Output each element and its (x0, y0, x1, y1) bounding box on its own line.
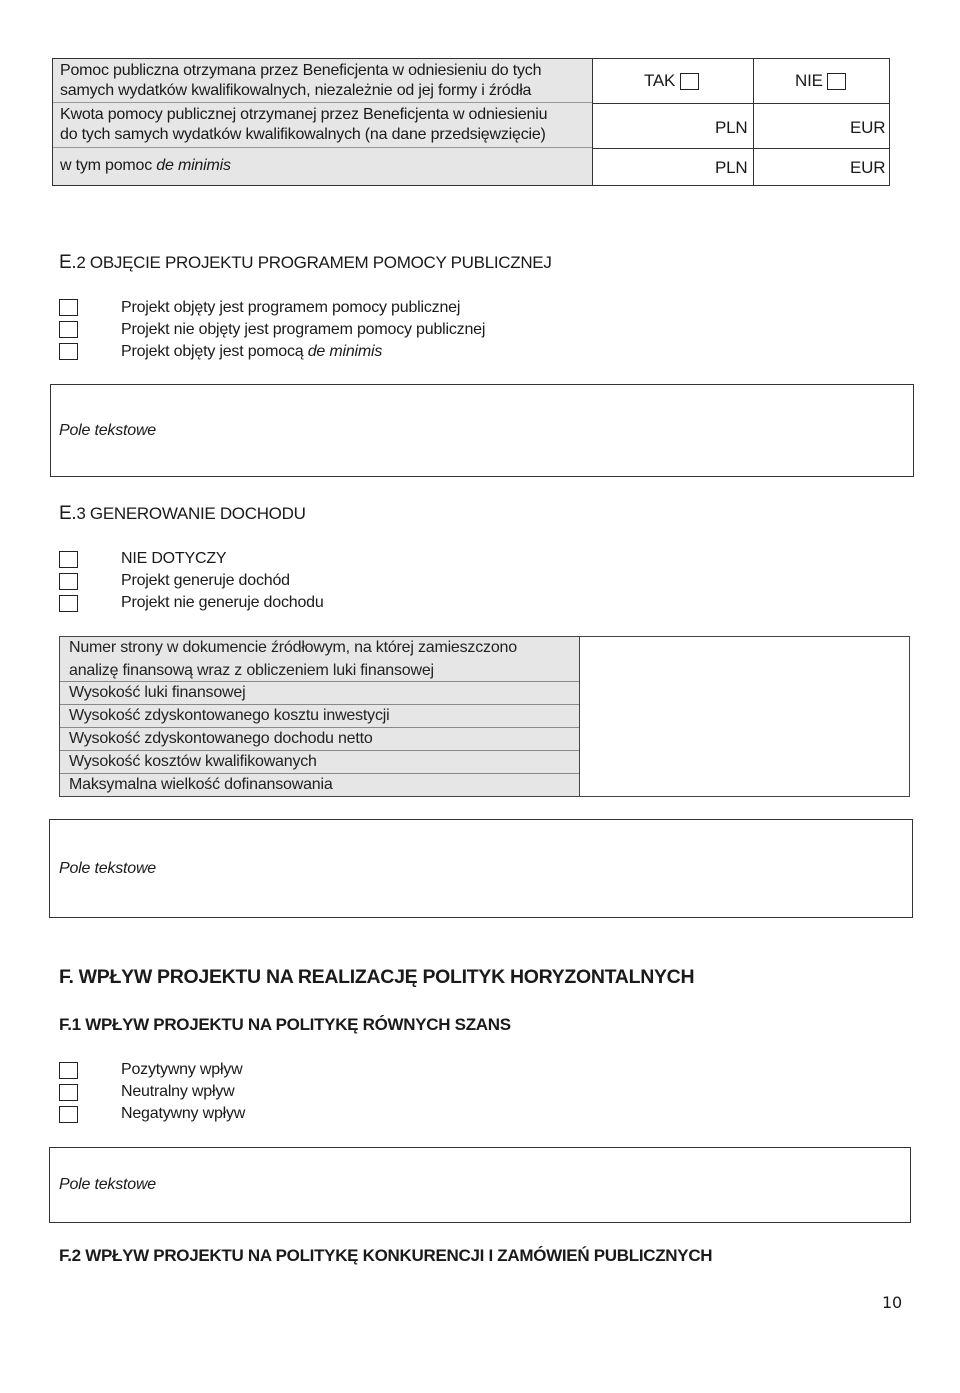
e3-option3-label: Projekt nie generuje dochodu (121, 594, 324, 611)
section-f-heading: F. WPŁYW PROJEKTU NA REALIZACJĘ POLITYK HORYZONTALNYCH (59, 966, 695, 988)
eligible-costs-row: Wysokość kosztów kwalifikowanych (60, 751, 579, 774)
aid-amount-label-line1: Kwota pomocy publicznej otrzymanej przez Beneficjenta w odniesieniu (60, 106, 548, 123)
f1-neutral-label: Neutralny wpływ (121, 1083, 235, 1100)
tak-checkbox[interactable] (680, 73, 699, 90)
source-page-label-line1: Numer strony w dokumencie źródłowym, na której zamieszczono (69, 639, 517, 656)
aid-received-label-line1: Pomoc publiczna otrzymana przez Beneficjenta w odniesieniu do tych (60, 62, 542, 79)
income-generation-labels (60, 637, 580, 796)
e3-option1-label: NIE DOTYCZY (121, 550, 227, 567)
f1-text-field-label: Pole tekstowe (59, 1176, 157, 1193)
de-minimis-pln-field[interactable]: PLN (715, 158, 748, 177)
e2-text-field[interactable] (50, 384, 914, 477)
public-aid-table-labels (53, 59, 593, 185)
nie-label: NIE (795, 71, 823, 90)
e3-text-field-label: Pole tekstowe (59, 860, 157, 877)
e2-option3-checkbox[interactable] (59, 343, 78, 360)
section-f2-heading: F.2 WPŁYW PROJEKTU NA POLITYKĘ KONKURENCJI I ZAMÓWIEŃ PUBLICZNYCH (59, 1246, 713, 1265)
de-minimis-eur-field[interactable]: EUR (850, 158, 886, 177)
f1-positive-label: Pozytywny wpływ (121, 1061, 243, 1078)
aid-amount-eur-field[interactable]: EUR (850, 118, 886, 137)
aid-amount-row (53, 103, 592, 148)
income-generation-table (59, 636, 910, 797)
income-generation-values[interactable] (580, 637, 909, 796)
e3-option2-checkbox[interactable] (59, 573, 78, 590)
e3-option1-checkbox[interactable] (59, 551, 78, 568)
e2-option2-checkbox[interactable] (59, 321, 78, 338)
e2-text-field-label: Pole tekstowe (59, 422, 157, 439)
tak-label: TAK (644, 71, 676, 90)
f1-text-field[interactable] (49, 1147, 911, 1223)
source-page-label-line2: analizę finansową wraz z obliczeniem luki finansowej (69, 661, 434, 679)
aid-received-row (53, 59, 592, 103)
aid-amount-pln-field[interactable]: PLN (715, 118, 748, 137)
f1-neutral-checkbox[interactable] (59, 1084, 78, 1101)
f1-positive-checkbox[interactable] (59, 1062, 78, 1079)
section-e2-heading: E.2 OBJĘCIE PROJEKTU PROGRAMEM POMOCY PUBLICZNEJ (59, 252, 552, 273)
section-e3-heading: E.3 GENEROWANIE DOCHODU (59, 503, 306, 524)
f1-negative-checkbox[interactable] (59, 1106, 78, 1123)
e2-option3-label: Projekt objęty jest pomocą de minimis (121, 343, 383, 360)
de-minimis-row (53, 148, 592, 185)
e3-text-field[interactable] (49, 819, 913, 918)
page-number: 10 (882, 1293, 902, 1312)
nie-checkbox[interactable] (827, 73, 846, 90)
e2-option2-label: Projekt nie objęty jest programem pomocy publicznej (121, 321, 486, 338)
aid-amount-label-line2: do tych samych wydatków kwalifikowalnych (na dane przedsięwzięcie) (60, 126, 546, 143)
section-f1-heading: F.1 WPŁYW PROJEKTU NA POLITYKĘ RÓWNYCH SZANS (59, 1015, 511, 1034)
aid-received-label-line2: samych wydatków kwalifikowalnych, niezależnie od jej formy i źródła (60, 82, 532, 99)
e3-option3-checkbox[interactable] (59, 595, 78, 612)
source-page-row (60, 637, 579, 682)
e2-option1-checkbox[interactable] (59, 299, 78, 316)
public-aid-table (52, 58, 890, 186)
max-funding-row: Maksymalna wielkość dofinansowania (60, 774, 579, 796)
f1-negative-label: Negatywny wpływ (121, 1105, 246, 1122)
e3-option2-label: Projekt generuje dochód (121, 572, 290, 589)
funding-gap-row: Wysokość luki finansowej (60, 682, 579, 705)
de-minimis-label: w tym pomoc de minimis (60, 157, 231, 174)
e2-option1-label: Projekt objęty jest programem pomocy publicznej (121, 299, 461, 316)
discounted-investment-row: Wysokość zdyskontowanego kosztu inwestycji (60, 705, 579, 728)
discounted-income-row: Wysokość zdyskontowanego dochodu netto (60, 728, 579, 751)
